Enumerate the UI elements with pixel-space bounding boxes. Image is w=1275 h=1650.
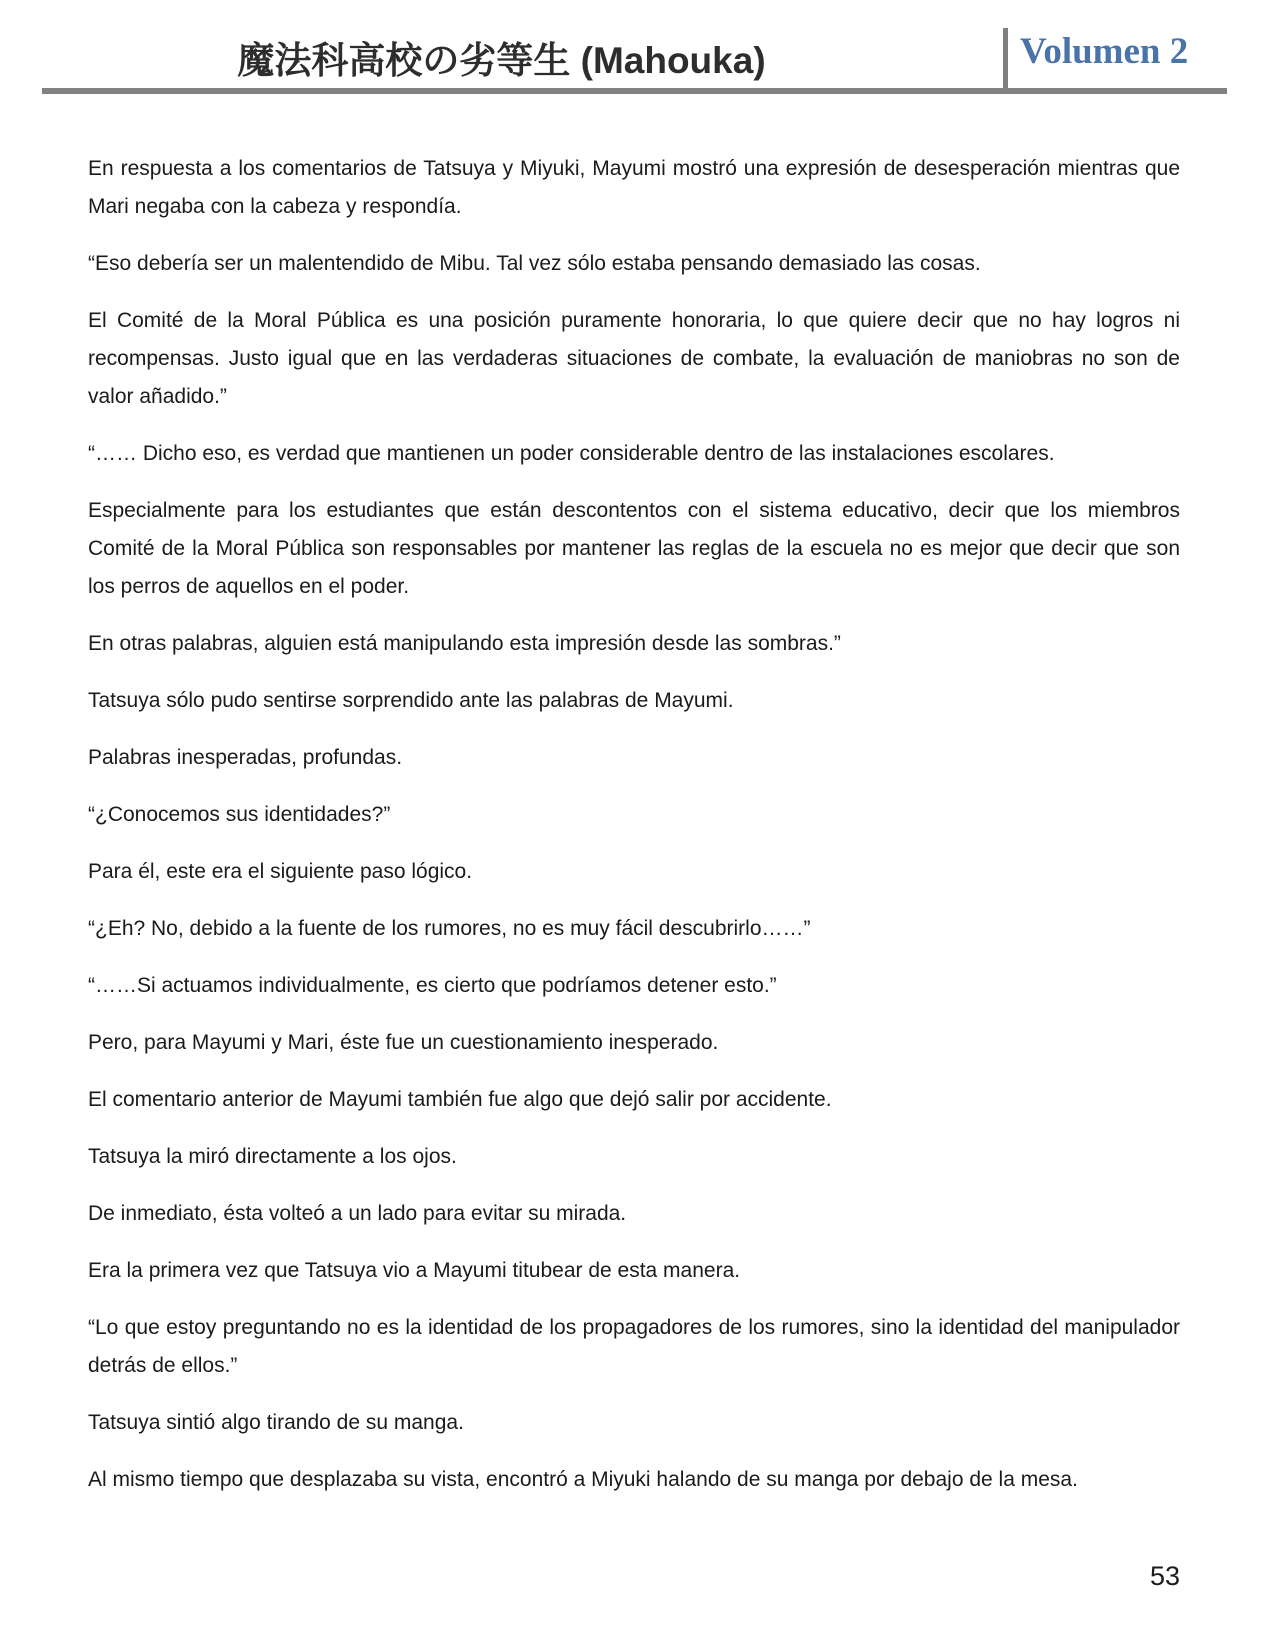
paragraph: “……Si actuamos individualmente, es cierto que podríamos detener esto.”	[88, 974, 777, 997]
paragraph: Tatsuya la miró directamente a los ojos.	[88, 1145, 457, 1168]
paragraph: Era la primera vez que Tatsuya vio a Mayumi titubear de esta manera.	[88, 1259, 741, 1282]
paragraph: “¿Conocemos sus identidades?”	[88, 803, 391, 826]
paragraph: El Comité de la Moral Pública es una posición puramente honoraria, lo que quiere decir que no hay logros ni recompensas. Justo igual que en las verdaderas situaciones de combate, la evaluación de maniobras no son de valor añadido.”	[88, 309, 1180, 408]
paragraph: Tatsuya sintió algo tirando de su manga.	[88, 1411, 464, 1434]
body-text	[88, 150, 1180, 1518]
paragraph: Para él, este era el siguiente paso lógico.	[88, 860, 473, 883]
paragraph: Al mismo tiempo que desplazaba su vista, encontró a Miyuki halando de su manga por debajo de la mesa.	[88, 1468, 1078, 1491]
paragraph: “…… Dicho eso, es verdad que mantienen un poder considerable dentro de las instalaciones escolares.	[88, 442, 1055, 465]
paragraph: Tatsuya sólo pudo sentirse sorprendido ante las palabras de Mayumi.	[88, 689, 734, 712]
paragraph: Especialmente para los estudiantes que están descontentos con el sistema educativo, decir que los miembros Comité de la Moral Pública son responsables por mantener las reglas de la escuela no es mejor que decir que son los perros de aquellos en el poder.	[88, 499, 1180, 598]
volume-label: Volumen 2	[1020, 31, 1189, 72]
header-rule	[42, 88, 1227, 94]
header-divider	[1003, 28, 1008, 94]
paragraph: Palabras inesperadas, profundas.	[88, 746, 403, 769]
paragraph: En otras palabras, alguien está manipulando esta impresión desde las sombras.”	[88, 632, 841, 655]
paragraph: De inmediato, ésta volteó a un lado para evitar su mirada.	[88, 1202, 627, 1225]
paragraph: El comentario anterior de Mayumi también fue algo que dejó salir por accidente.	[88, 1088, 832, 1111]
paragraph: “Lo que estoy preguntando no es la identidad de los propagadores de los rumores, sino la identidad del manipulador detrás de ellos.”	[88, 1316, 1180, 1377]
paragraph: “¿Eh? No, debido a la fuente de los rumores, no es muy fácil descubrirlo……”	[88, 917, 811, 940]
paragraph: Pero, para Mayumi y Mari, éste fue un cuestionamiento inesperado.	[88, 1031, 719, 1054]
page-title: 魔法科高校の劣等生 (Mahouka)	[237, 40, 766, 81]
paragraph: “Eso debería ser un malentendido de Mibu. Tal vez sólo estaba pensando demasiado las cosas.	[88, 252, 981, 275]
page-number: 53	[1149, 1561, 1180, 1591]
paragraph: En respuesta a los comentarios de Tatsuya y Miyuki, Mayumi mostró una expresión de desesperación mientras que Mari negaba con la cabeza y respondía.	[88, 157, 1180, 218]
